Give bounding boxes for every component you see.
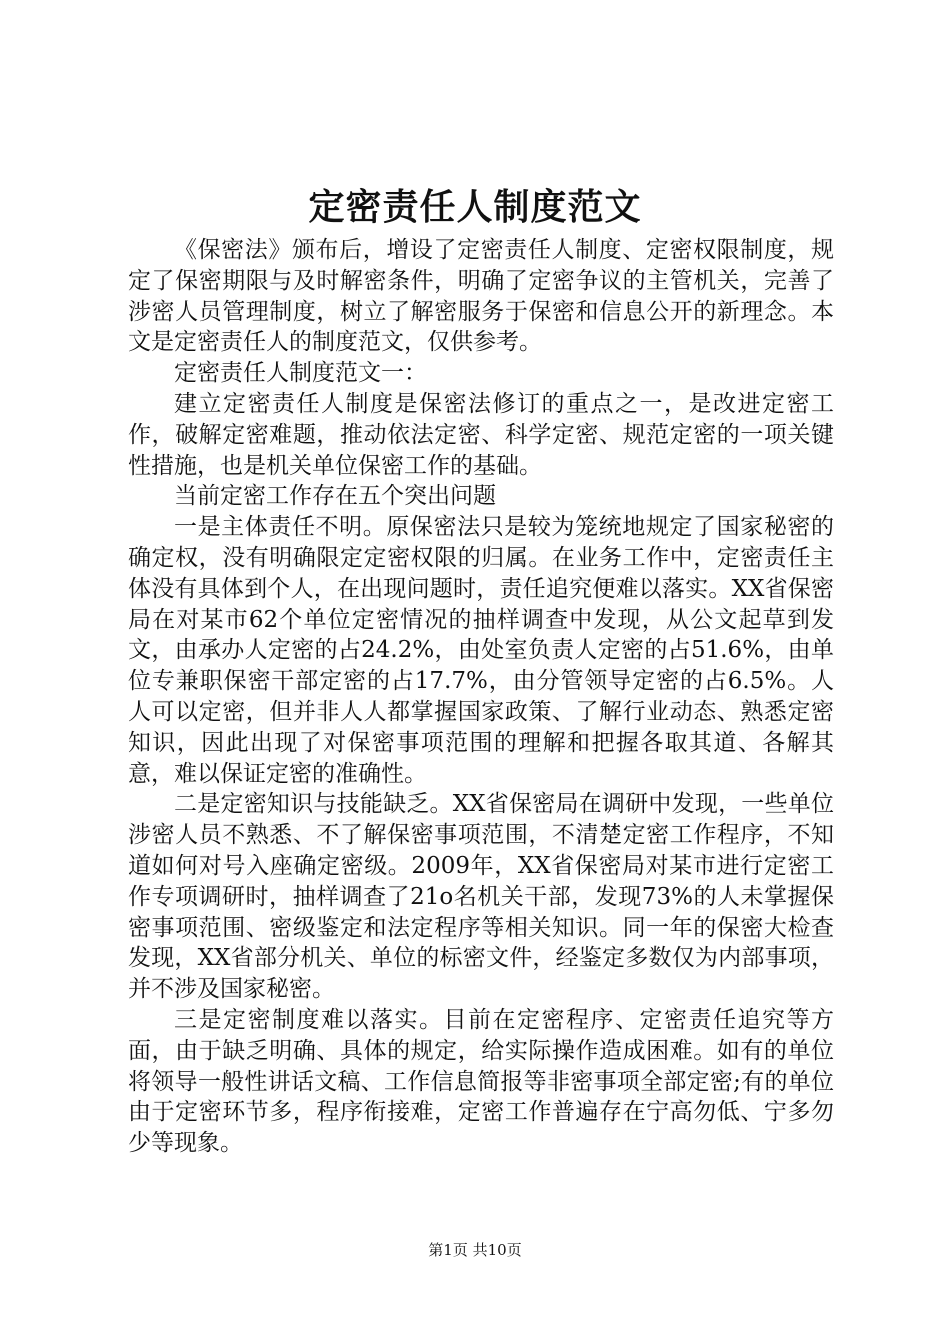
- paragraph-section-heading: 定密责任人制度范文一：: [174, 360, 427, 387]
- paragraph-problem-two: 二是定密知识与技能缺乏。XX省保密局在调研中发现，一些单位涉密人员不熟悉、不了解保密事项范围，不清楚定密工作程序，不知道如何对号入座确定密级。2009年，XX省保密局对某市进行定密工作专项调研时，抽样调查了21o名机关干部，发现73%的人未掌握保密事项范围、密级鉴定和法定程序等相关知识。同一年的保密大检查发现，XX省部分机关、单位的标密文件，经鉴定多数仅为内部事项，并不涉及国家秘密。: [128, 791, 834, 1003]
- document-body: [128, 235, 834, 1159]
- paragraph-problem-three: 三是定密制度难以落实。目前在定密程序、定密责任追究等方面，由于缺乏明确、具体的规定，给实际操作造成困难。如有的单位将领导一般性讲话文稿、工作信息简报等非密事项全部定密;有的单位由于定密环节多，程序衔接难，定密工作普遍存在宁高勿低、宁多勿少等现象。: [128, 1006, 834, 1157]
- page-footer: 第1页 共10页: [428, 1241, 522, 1259]
- paragraph-problems-heading: 当前定密工作存在五个突出问题: [174, 483, 496, 510]
- paragraph-problem-one: 一是主体责任不明。原保密法只是较为笼统地规定了国家秘密的确定权，没有明确限定定密权限的归属。在业务工作中，定密责任主体没有具体到个人，在出现问题时，责任追究便难以落实。XX省保密局在对某市62个单位定密情况的抽样调查中发现，从公文起草到发文，由承办人定密的占24.2%，由处室负责人定密的占51.6%，由单位专兼职保密干部定密的占17.7%，由分管领导定密的占6.5%。人人可以定密，但并非人人都掌握国家政策、了解行业动态、熟悉定密知识，因此出现了对保密事项范围的理解和把握各取其道、各解其意，难以保证定密的准确性。: [128, 514, 834, 787]
- document-title: 定密责任人制度范文: [308, 186, 642, 228]
- paragraph-purpose: 建立定密责任人制度是保密法修订的重点之一，是改进定密工作，破解定密难题，推动依法定密、科学定密、规范定密的一项关键性措施，也是机关单位保密工作的基础。: [128, 390, 834, 479]
- paragraph-intro: 《保密法》颁布后，增设了定密责任人制度、定密权限制度，规定了保密期限与及时解密条件，明确了定密争议的主管机关，完善了涉密人员管理制度，树立了解密服务于保密和信息公开的新理念。本文是定密责任人的制度范文，仅供参考。: [128, 237, 834, 356]
